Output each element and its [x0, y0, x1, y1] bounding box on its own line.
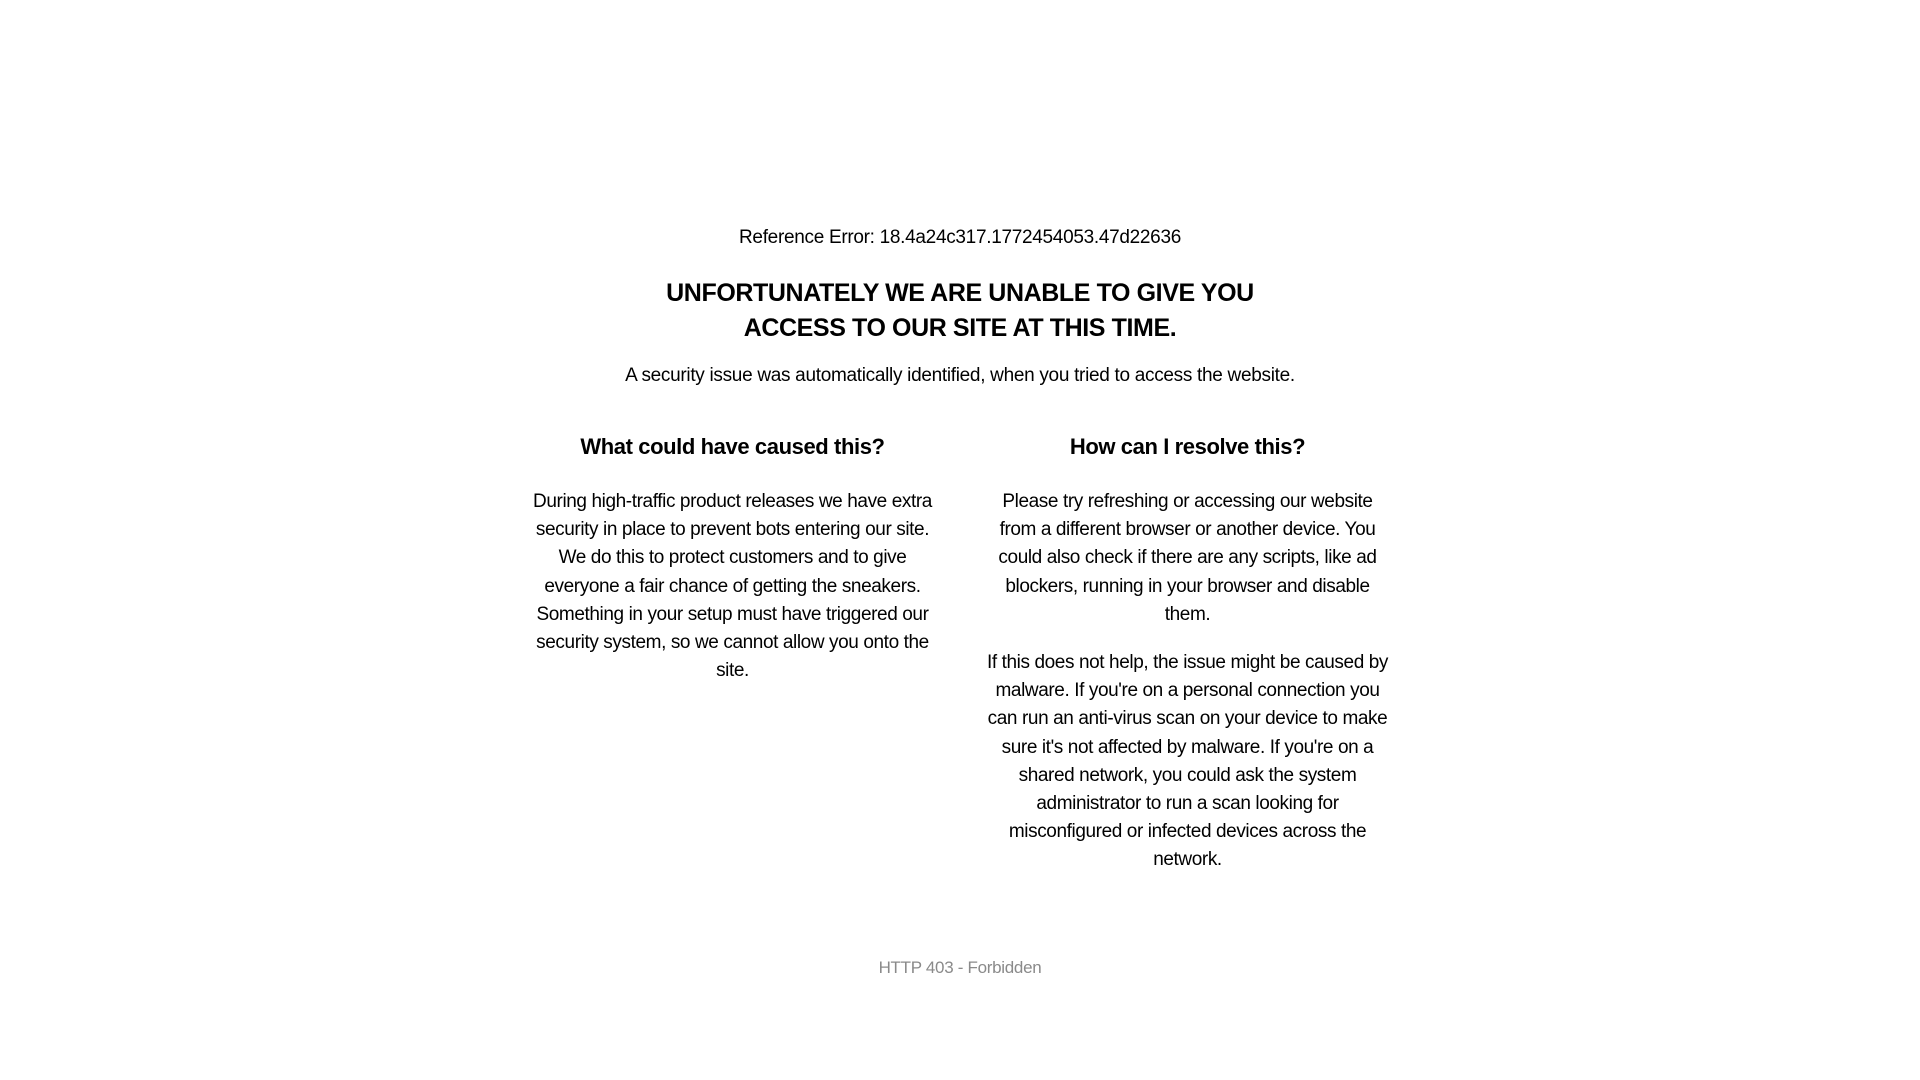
cause-paragraph: During high-traffic product releases we have extra security in place to prevent bots entering our site. We do this to protect customers and to give everyone a fair chance of getting the sneakers. Something in your setup must have triggered our security system, so we cannot allow you onto the site.: [533, 491, 932, 682]
resolve-paragraph-2: If this does not help, the issue might be caused by malware. If you're on a personal connection you can run an anti-virus scan on your device to make sure it's not affected by malware. If you're on a shared network, you could ask the system administrator to run a scan looking for misconfigured or infected devices across the network.: [986, 652, 1389, 871]
page-title-line-1: UNFORTUNATELY WE ARE UNABLE TO GIVE YOU: [666, 279, 1254, 307]
page-title-line-2: ACCESS TO OUR SITE AT THIS TIME.: [743, 314, 1177, 342]
cause-section: [530, 432, 935, 875]
error-page-content: [0, 224, 1920, 875]
info-columns: [530, 432, 1390, 875]
page-title: [0, 276, 1920, 346]
cause-heading: What could have caused this?: [580, 434, 885, 459]
resolve-section: [985, 432, 1390, 875]
reference-error-text: Reference Error: 18.4a24c317.1772454053.47d22636: [739, 227, 1181, 248]
security-issue-subtitle: A security issue was automatically identified, when you tried to access the website.: [625, 365, 1295, 386]
resolve-heading: How can I resolve this?: [1069, 434, 1306, 459]
resolve-paragraph-1: Please try refreshing or accessing our website from a different browser or another device. You could also check if there are any scripts, like ad blockers, running in your browser and disable them.: [998, 491, 1377, 625]
http-status-footer: HTTP 403 - Forbidden: [878, 958, 1042, 977]
